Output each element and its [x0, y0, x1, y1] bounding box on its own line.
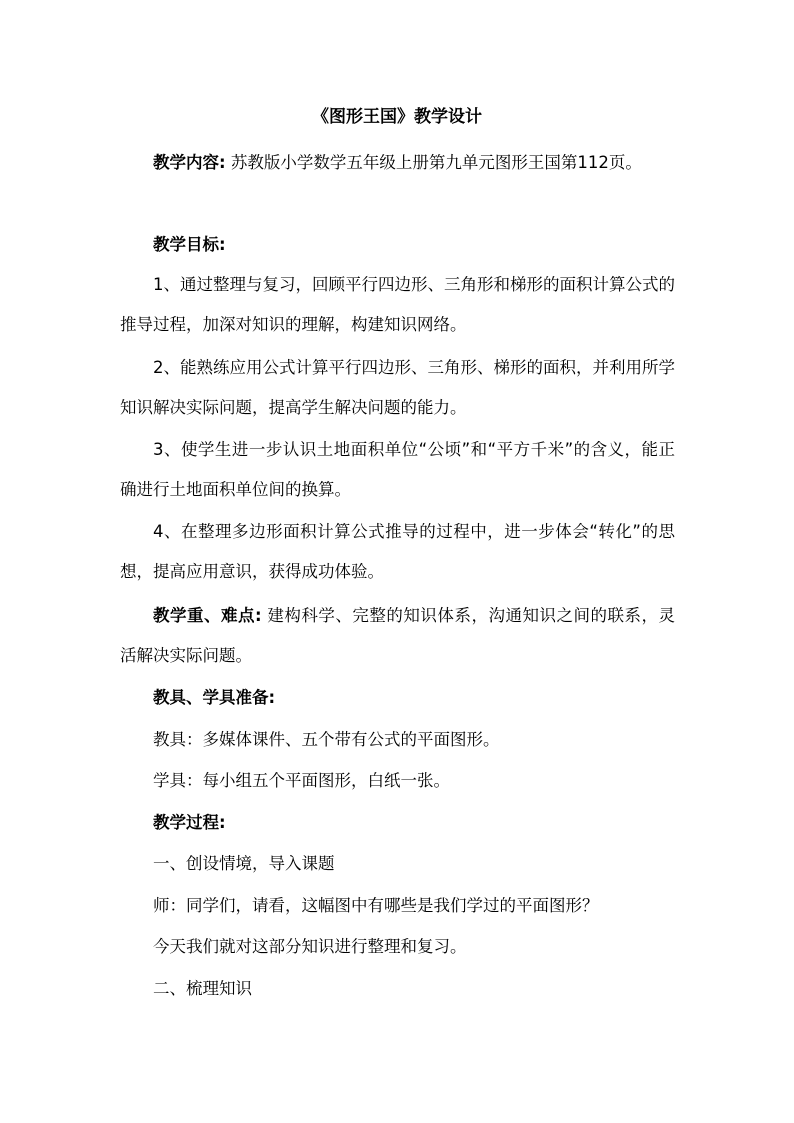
teaching-content-text: 苏教版小学数学五年级上册第九单元图形王国第112页。 — [230, 153, 642, 172]
student-tools-line: 学具：每小组五个平面图形，白纸一张。 — [153, 771, 450, 790]
section-1-heading: 一、创设情境，导入课题 — [153, 854, 335, 873]
teacher-question-line: 师：同学们，请看，这幅图中有哪些是我们学过的平面图形？ — [153, 896, 599, 915]
goal-item-2: 2、能熟练应用公式计算平行四边形、三角形、梯形的面积，并利用所学知识解决实际问题，提高学生解决问题的能力。 — [120, 358, 675, 417]
document-title: 《图形王国》教学设计 — [312, 107, 482, 127]
key-points-text: 建构科学、完整的知识体系，沟通知识之间的联系，灵活解决实际问题。 — [120, 606, 675, 665]
key-points-label: 教学重、难点: — [153, 606, 262, 625]
tools-heading: 教具、学具准备: — [153, 688, 276, 707]
goal-item-3: 3、使学生进一步认识土地面积单位“公顷”和“平方千米”的含义，能正确进行土地面积单位间的换算。 — [120, 440, 675, 499]
teaching-content-label: 教学内容: — [153, 153, 226, 172]
teaching-content-paragraph — [120, 143, 675, 183]
goal-item-1: 1、通过整理与复习，回顾平行四边形、三角形和梯形的面积计算公式的推导过程，加深对知识的理解，构建知识网络。 — [120, 275, 675, 334]
goal-item-4: 4、在整理多边形面积计算公式推导的过程中，进一步体会“转化”的思想，提高应用意识，获得成功体验。 — [120, 522, 675, 581]
review-intro-line: 今天我们就对这部分知识进行整理和复习。 — [153, 937, 467, 956]
section-2-heading: 二、梳理知识 — [153, 979, 252, 998]
teacher-tools-line: 教具：多媒体课件、五个带有公式的平面图形。 — [153, 730, 500, 749]
key-points-paragraph — [120, 596, 675, 676]
process-heading: 教学过程: — [153, 813, 226, 832]
goals-heading: 教学目标: — [153, 235, 226, 254]
